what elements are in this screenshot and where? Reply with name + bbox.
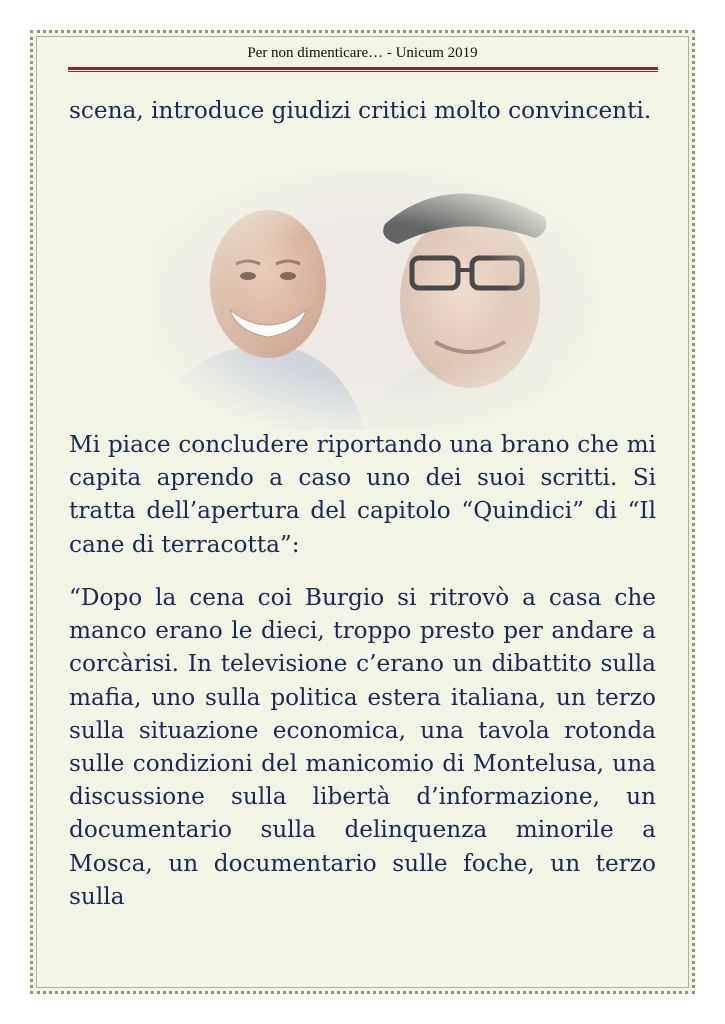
running-header: Per non dimenticare… - Unicum 2019 xyxy=(247,45,478,61)
header-rule xyxy=(68,67,658,72)
paragraph-continuation: scena, introduce giudizi critici molto convincenti. xyxy=(69,97,652,124)
paragraph-quote: “Dopo la cena coi Burgio si ritrovò a casa che manco erano le dieci, troppo presto per andare a corcàrisi. In televisione c’erano un dibattito sulla mafia, uno sulla politica estera italiana, un terzo sulla situazione economica, una tavola rotonda sulle condizioni del manicomio di Montelusa, una discussione sulla libertà d’informazione, un documentario sulla delinquenza minorile a Mosca, un documentario sulle foche, un terzo sulla xyxy=(69,584,656,910)
author-photo xyxy=(150,172,595,430)
paragraph-quote-intro: Mi piace concludere riportando una brano che mi capita aprendo a caso uno dei suoi scritti. Si tratta dell’apertura del capitolo “Quindici” di “Il cane di terracotta”: xyxy=(69,431,656,558)
